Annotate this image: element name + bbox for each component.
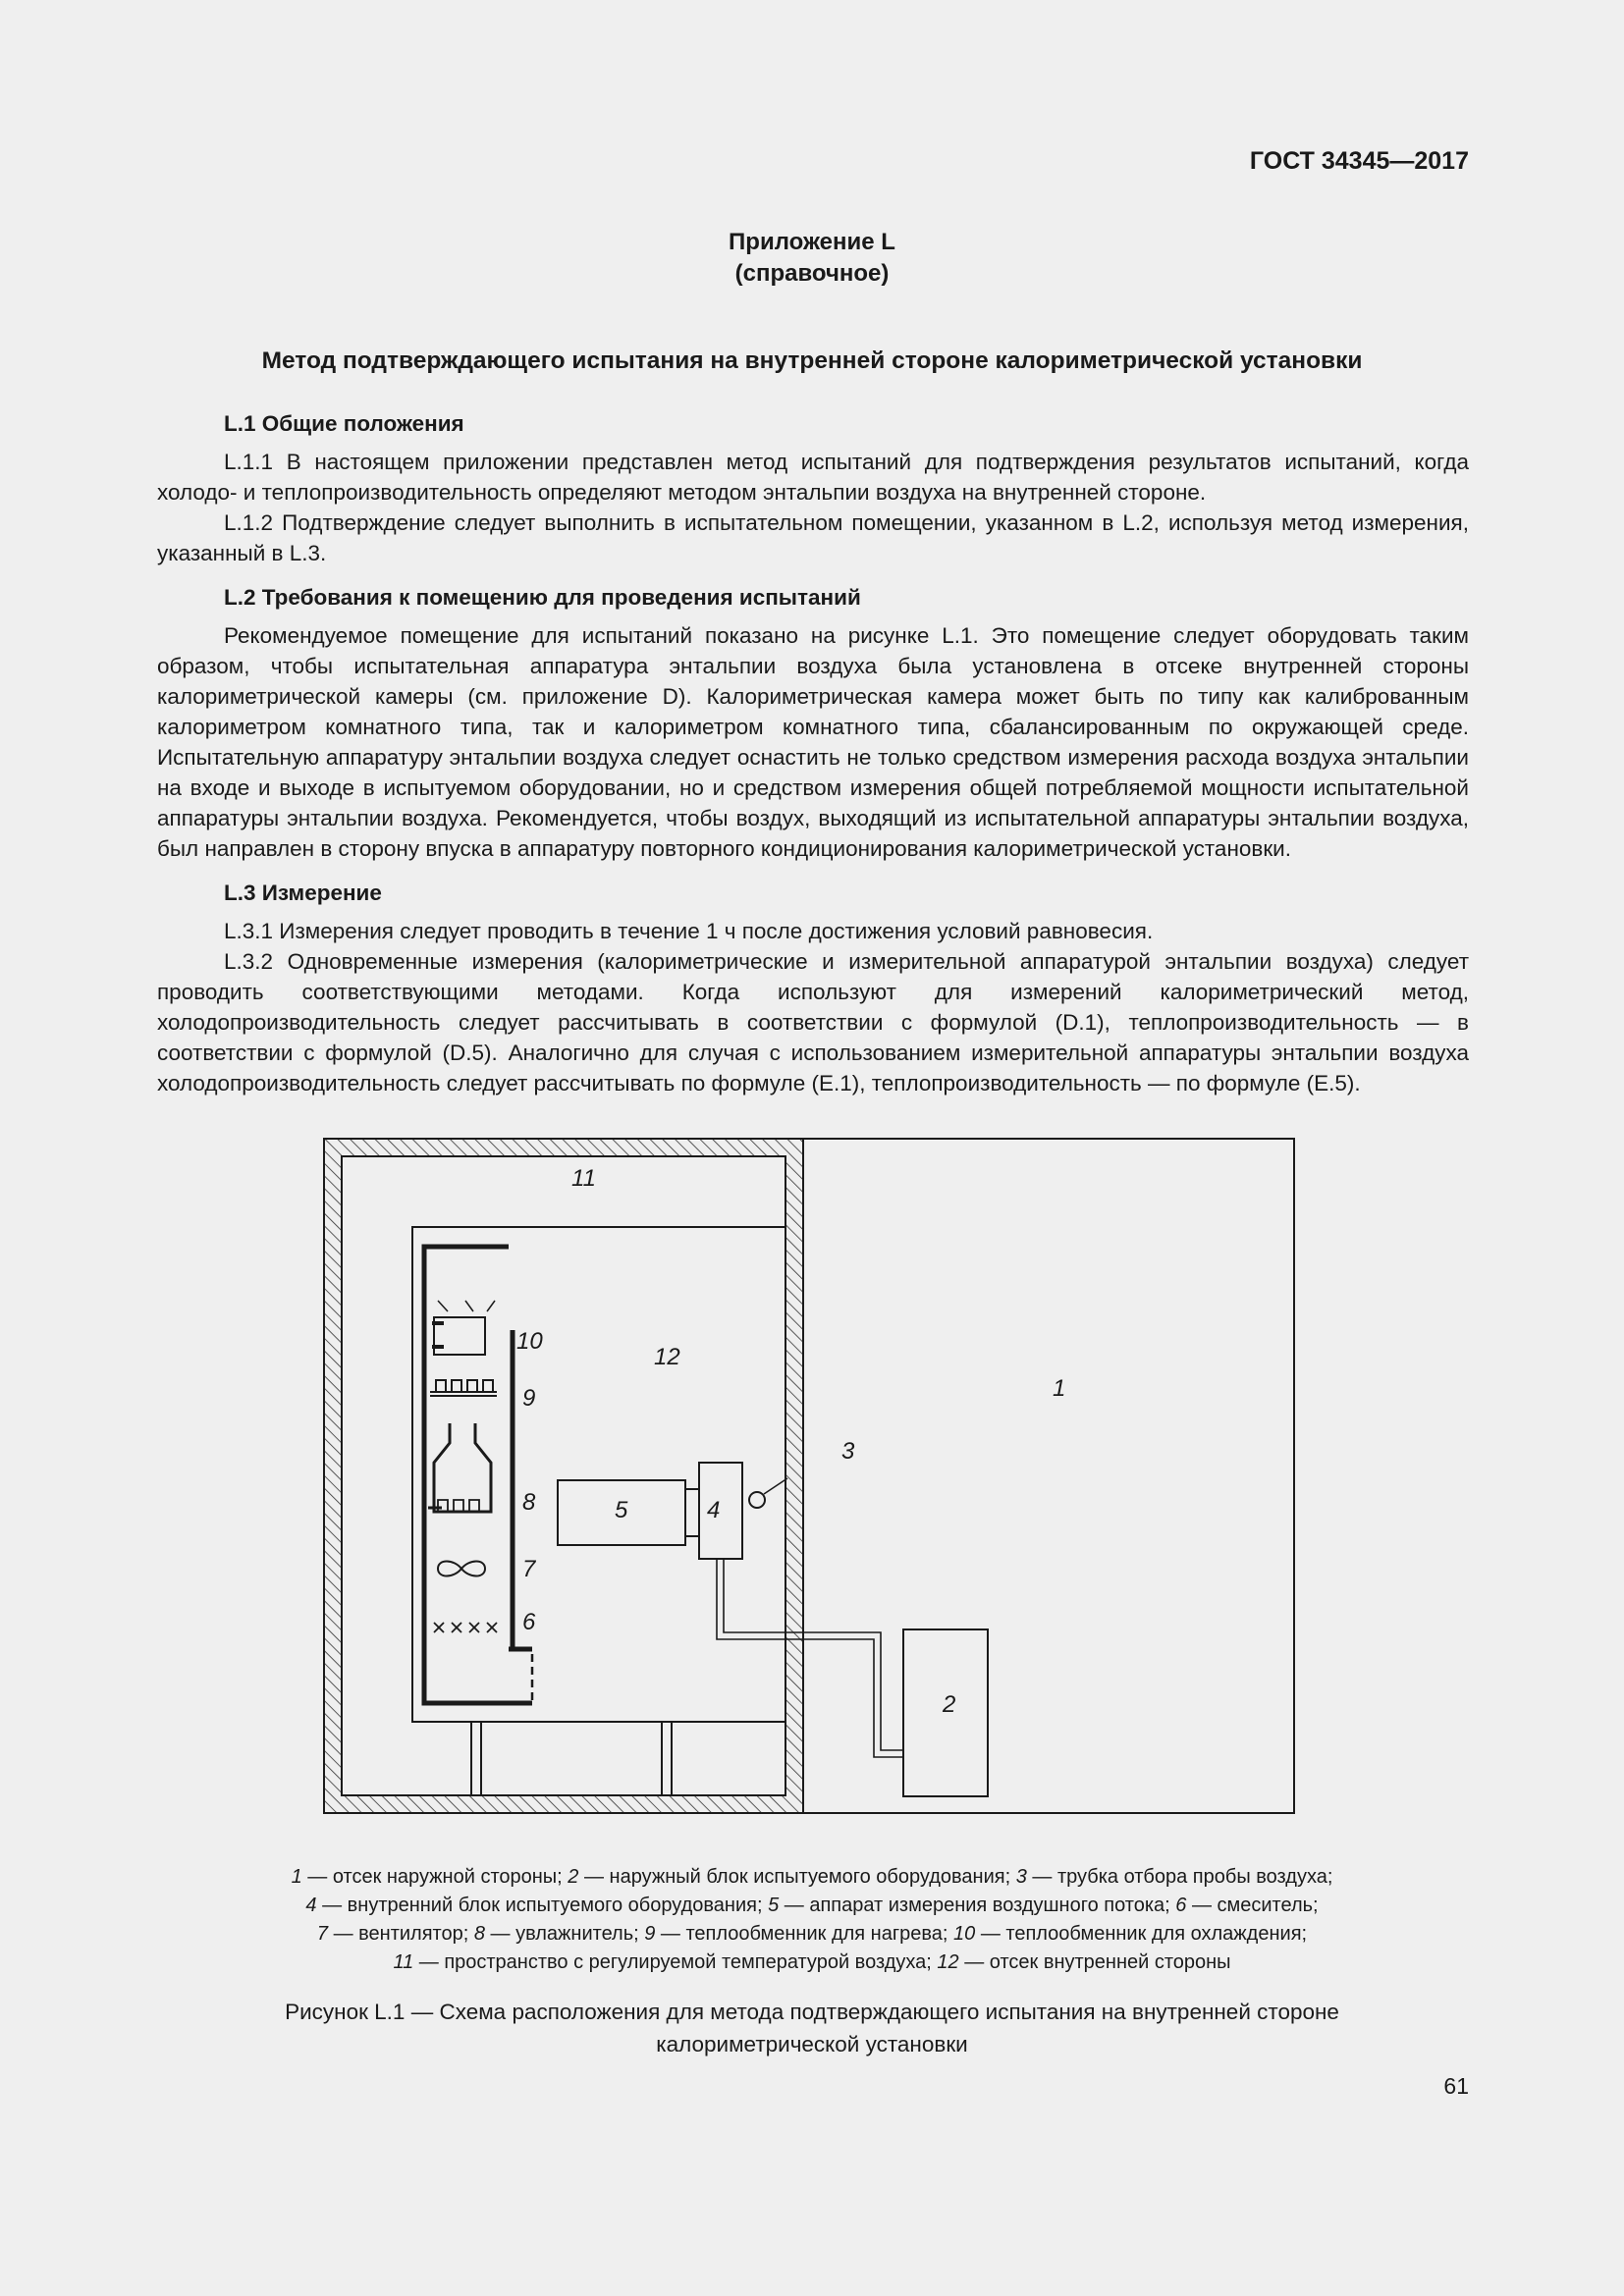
- mixer-icon: [434, 1623, 497, 1632]
- paragraph-l3-2: L.3.2 Одновременные измерения (калориметрические и измерительной аппаратурой энтальпии воздуха) следует проводить соответствующими методами. Когда используют для измерений калориметрический метод, холодопроизводительность следует рассчитывать в соответствии с формулой (D.1), теплопроизводительность — в соответствии с формулой (D.5). Аналогично для случая с использованием измерительной аппаратуры энтальпии воздуха холодопроизводительность следует рассчитывать по формуле (E.1), теплопроизводительность — по формуле (E.5).: [157, 949, 1469, 1095]
- document-title: Метод подтверждающего испытания на внутренней стороне калориметрической установки: [261, 347, 1363, 374]
- label-7: 7: [522, 1556, 536, 1582]
- indoor-compartment: [412, 1227, 785, 1722]
- figure-l1-diagram: [314, 1129, 1306, 1826]
- legend-line-3: 7 — вентилятор; 8 — увлажнитель; 9 — теплообменник для нагрева; 10 — теплообменник для охлаждения;: [316, 1923, 1308, 1945]
- label-3: 3: [841, 1438, 855, 1465]
- label-2: 2: [943, 1691, 956, 1718]
- body-text: [157, 408, 1469, 1098]
- label-4: 4: [707, 1497, 721, 1523]
- calorimeter-wall: [324, 1139, 803, 1813]
- figure-legend: [0, 1863, 1624, 1977]
- caption-line-2: калориметрической установки: [656, 2032, 968, 2056]
- fan-icon: [438, 1562, 485, 1576]
- heating-coil: [430, 1380, 497, 1392]
- page-number: 61: [1443, 2073, 1469, 2099]
- paragraph-l1-1: L.1.1 В настоящем приложении представлен метод испытаний для подтверждения результатов испытаний, когда холодо- и теплопроизводительность определяют методом энтальпии воздуха на внутренней стороне.: [157, 450, 1469, 505]
- sampling-tube: [749, 1492, 765, 1508]
- section-heading-l1: L.1 Общие положения: [224, 411, 464, 436]
- standard-number: ГОСТ 34345—2017: [1249, 147, 1469, 175]
- caption-line-1: Рисунок L.1 — Схема расположения для метода подтверждающего испытания на внутренней стороне: [285, 2000, 1339, 2024]
- humidifier: [434, 1423, 491, 1512]
- label-11: 11: [571, 1165, 596, 1192]
- indoor-unit: [699, 1463, 742, 1559]
- outdoor-compartment: [803, 1139, 1294, 1813]
- paragraph-l1-2: L.1.2 Подтверждение следует выполнить в испытательном помещении, указанном в L.2, используя метод измерения, указанный в L.3.: [157, 510, 1469, 565]
- annex-heading: [0, 227, 1624, 290]
- legend-line-4: 11 — пространство с регулируемой температурой воздуха; 12 — отсек внутренней стороны: [393, 1951, 1231, 1973]
- legend-line-1: 1 — отсек наружной стороны; 2 — наружный блок испытуемого оборудования; 3 — трубка отбора пробы воздуха;: [291, 1866, 1333, 1888]
- figure-caption: [0, 1996, 1624, 2060]
- section-heading-l3: L.3 Измерение: [224, 881, 382, 905]
- reconditioning-duct: [424, 1247, 532, 1703]
- legend-line-2: 4 — внутренний блок испытуемого оборудования; 5 — аппарат измерения воздушного потока; 6 — смеситель;: [305, 1895, 1319, 1916]
- paragraph-l3-1: L.3.1 Измерения следует проводить в течение 1 ч после достижения условий равновесия.: [224, 919, 1154, 943]
- label-6: 6: [522, 1609, 536, 1635]
- paragraph-l2-1: Рекомендуемое помещение для испытаний показано на рисунке L.1. Это помещение следует оборудовать таким образом, чтобы испытательная аппаратура энтальпии воздуха была установлена в отсеке внутренней стороны калориметрической камеры (см. приложение D). Калориметрическая камера может быть по типу как калиброванным калориметром комнатного типа, так и калориметром комнатного типа, сбалансированным по окружающей среде. Испытательную аппаратуру энтальпии воздуха следует оснастить не только средством измерения расхода воздуха энтальпии на входе и выходе в испытуемом оборудовании, но и средством измерения общей потребляемой мощности испытательной аппаратуры энтальпии воздуха. Рекомендуется, чтобы воздух, выходящий из испытательной аппаратуры энтальпии воздуха, был направлен в сторону впуска в аппаратуру повторного кондиционирования калориметрической установки.: [157, 623, 1469, 861]
- annex-status: (справочное): [734, 260, 890, 287]
- label-1: 1: [1053, 1375, 1066, 1402]
- label-12: 12: [654, 1344, 680, 1370]
- annex-title: Приложение L: [729, 229, 895, 255]
- section-heading-l2: L.2 Требования к помещению для проведения испытаний: [224, 585, 861, 610]
- label-8: 8: [522, 1489, 536, 1516]
- label-9: 9: [522, 1385, 536, 1412]
- label-5: 5: [615, 1497, 628, 1523]
- label-10: 10: [516, 1328, 543, 1355]
